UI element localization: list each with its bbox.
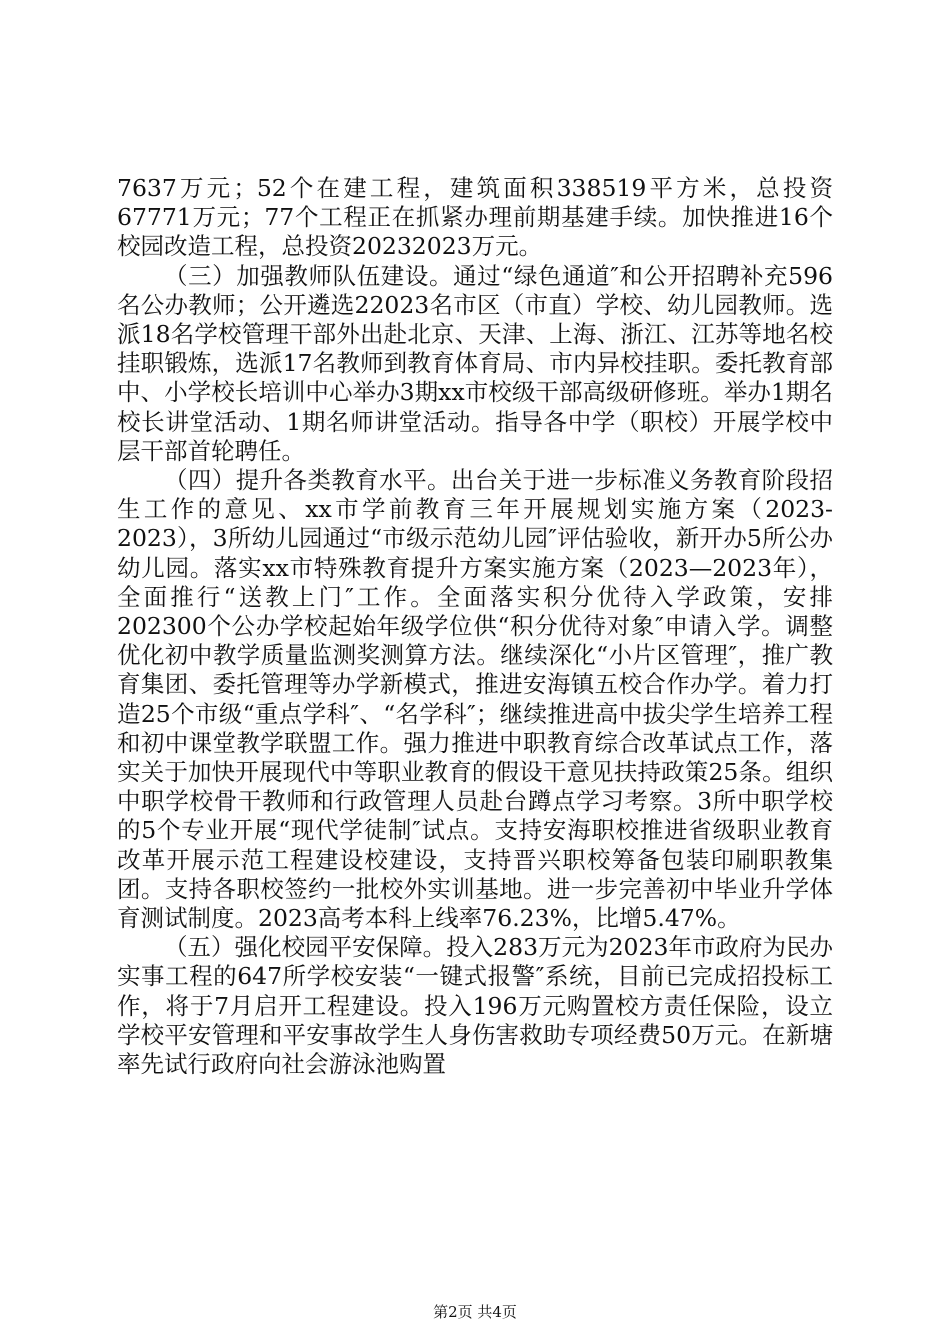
paragraph-teacher-team: （三）加强教师队伍建设。通过“绿色通道″和公开招聘补充596名公办教师；公开遴选22023名市区（市直）学校、幼儿园教师。选派18名学校管理干部外出赴北京、天津、上海、浙江、江苏等地名校挂职锻炼，选派17名教师到教育体育局、市内异校挂职。委托教育部中、小学校长培训中心举办3期xx市校级干部高级研修班。举办1期名校长讲堂活动、1期名师讲堂活动。指导各中学（职校）开展学校中层干部首轮聘任。 bbox=[117, 261, 833, 465]
paragraph-campus-safety: （五）强化校园平安保障。投入283万元为2023年市政府为民办实事工程的647所学校安装“一键式报警″系统，目前已完成招投标工作，将于7月启开工程建设。投入196万元购置校方责任保险，设立学校平安管理和平安事故学生人身伤害救助专项经费50万元。在新塘率先试行政府向社会游泳池购置 bbox=[117, 933, 833, 1079]
paragraph-education-level: （四）提升各类教育水平。出台关于进一步标准义务教育阶段招生工作的意见、xx市学前教育三年开展规划实施方案（2023-2023），3所幼儿园通过“市级示范幼儿园″评估验收，新开办5所公办幼儿园。落实xx市特殊教育提升方案实施方案（2023—2023年），全面推行“送教上门″工作。全面落实积分优待入学政策，安排202300个公办学校起始年级学位供“积分优待对象″申请入学。调整优化初中教学质量监测奖测算方法。继续深化“小片区管理″，推广教育集团、委托管理等办学新模式，推进安海镇五校合作办学。着力打造25个市级“重点学科″、“名学科″；继续推进高中拔尖学生培养工程和初中课堂教学联盟工作。强力推进中职教育综合改革试点工作，落实关于加快开展现代中等职业教育的假设干意见扶持政策25条。组织中职学校骨干教师和行政管理人员赴台蹲点学习考察。3所中职学校的5个专业开展“现代学徒制″试点。支持安海职校推进省级职业教育改革开展示范工程建设校建设，支持晋兴职校筹备包装印刷职教集团。支持各职校签约一批校外实训基地。进一步完善初中毕业升学体育测试制度。2023高考本科上线率76.23%，比增5.47%。 bbox=[117, 466, 833, 933]
paragraph-continuation: 7637万元；52个在建工程，建筑面积338519平方米，总投资67771万元；77个工程正在抓紧办理前期基建手续。加快推进16个校园改造工程，总投资20232023万元。 bbox=[117, 174, 833, 261]
document-body bbox=[117, 174, 833, 1079]
page-footer: 第2页 共4页 bbox=[433, 1303, 517, 1321]
